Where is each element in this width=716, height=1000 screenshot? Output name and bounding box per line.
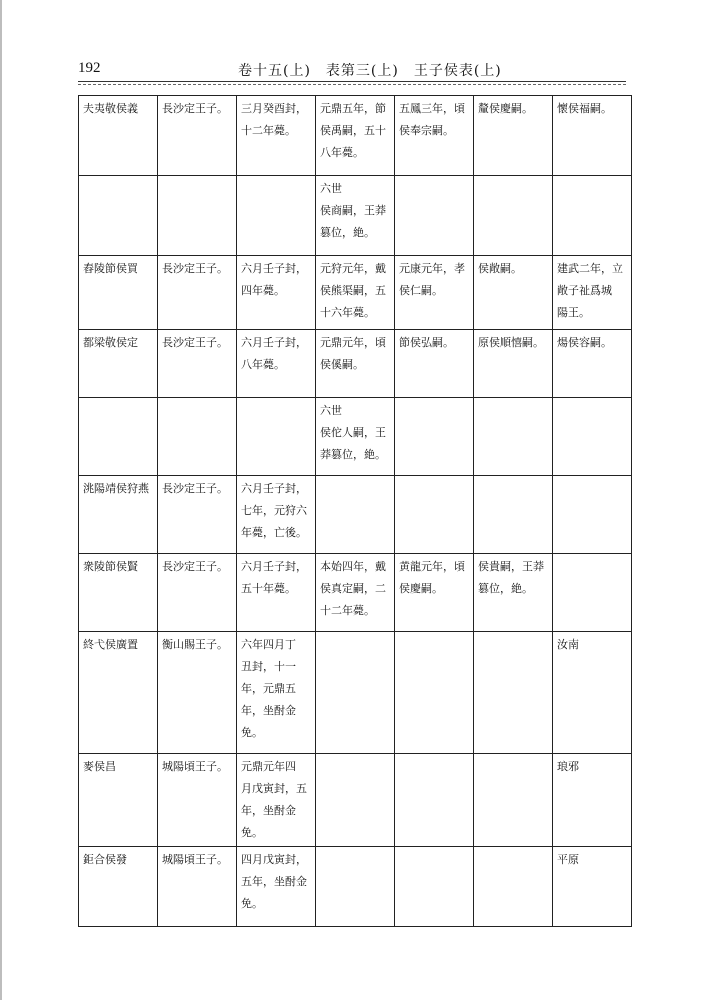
table-cell xyxy=(316,754,395,847)
table-cell: 終弋侯廣置 xyxy=(79,632,158,754)
table-cell xyxy=(553,398,632,476)
table-cell xyxy=(395,398,474,476)
genealogy-table xyxy=(78,95,632,927)
table-cell: 舂陵節侯買 xyxy=(79,256,158,330)
table-cell: 四月戊寅封， 五年，坐酎金 免。 xyxy=(237,847,316,927)
table-cell: 長沙定王子。 xyxy=(158,554,237,632)
table-cell xyxy=(474,754,553,847)
table-cell: 鉅合侯發 xyxy=(79,847,158,927)
table-cell: 長沙定王子。 xyxy=(158,256,237,330)
table-cell: 煬侯容嗣。 xyxy=(553,330,632,398)
table-row xyxy=(79,330,632,398)
table-row xyxy=(79,176,632,256)
table-cell: 洮陽靖侯狩燕 xyxy=(79,476,158,554)
table-cell: 琅邪 xyxy=(553,754,632,847)
table-cell: 衡山賜王子。 xyxy=(158,632,237,754)
table-row xyxy=(79,754,632,847)
table-cell: 元康元年，孝 侯仁嗣。 xyxy=(395,256,474,330)
table-cell: 元鼎元年四 月戊寅封，五 年，坐酎金 免。 xyxy=(237,754,316,847)
table-cell: 長沙定王子。 xyxy=(158,476,237,554)
page-number: 192 xyxy=(78,60,101,76)
table-cell xyxy=(553,476,632,554)
table-cell: 麥侯昌 xyxy=(79,754,158,847)
table-cell: 都梁敬侯定 xyxy=(79,330,158,398)
table-row xyxy=(79,554,632,632)
table-cell xyxy=(395,176,474,256)
table-cell: 侯貴嗣，王莽 篡位，絶。 xyxy=(474,554,553,632)
header-dashed-rule xyxy=(78,84,626,85)
table-cell xyxy=(79,398,158,476)
table-row xyxy=(79,476,632,554)
header-rule xyxy=(78,81,626,82)
table-cell: 元狩元年，戴 侯熊渠嗣，五 十六年薨。 xyxy=(316,256,395,330)
table-cell: 長沙定王子。 xyxy=(158,96,237,176)
page-header xyxy=(78,58,626,82)
table-cell xyxy=(158,176,237,256)
table-cell xyxy=(474,632,553,754)
table-cell: 原侯順憘嗣。 xyxy=(474,330,553,398)
page-edge-bar xyxy=(0,0,2,1000)
table-cell: 六月壬子封， 四年薨。 xyxy=(237,256,316,330)
table-cell xyxy=(237,398,316,476)
table-cell xyxy=(316,632,395,754)
table-cell: 城陽頃王子。 xyxy=(158,847,237,927)
table-row xyxy=(79,398,632,476)
table-cell xyxy=(474,176,553,256)
table-cell: 六世 侯商嗣，王莽 篡位，絶。 xyxy=(316,176,395,256)
table-cell: 侯敞嗣。 xyxy=(474,256,553,330)
table-cell xyxy=(553,554,632,632)
table-cell xyxy=(395,632,474,754)
table-cell: 五鳳三年，頃 侯奉宗嗣。 xyxy=(395,96,474,176)
table-cell xyxy=(79,176,158,256)
table-row xyxy=(79,256,632,330)
table-cell xyxy=(237,176,316,256)
table-cell: 六月壬子封， 七年，元狩六 年薨，亡後。 xyxy=(237,476,316,554)
table-cell: 釐侯慶嗣。 xyxy=(474,96,553,176)
table-cell xyxy=(553,176,632,256)
table-cell: 本始四年，戴 侯真定嗣，二 十二年薨。 xyxy=(316,554,395,632)
table-cell: 汝南 xyxy=(553,632,632,754)
running-title: 卷十五(上) 表第三(上) 王子侯表(上) xyxy=(238,63,502,79)
table-cell: 節侯弘嗣。 xyxy=(395,330,474,398)
table-cell xyxy=(395,476,474,554)
table-cell xyxy=(474,398,553,476)
table-cell: 長沙定王子。 xyxy=(158,330,237,398)
table-row xyxy=(79,847,632,927)
table-cell: 平原 xyxy=(553,847,632,927)
table-cell xyxy=(158,398,237,476)
table-cell: 六世 侯佗人嗣，王 莽篡位，絶。 xyxy=(316,398,395,476)
table-cell: 建武二年，立 敞子祉爲城 陽王。 xyxy=(553,256,632,330)
table-cell: 元鼎元年，頃 侯傒嗣。 xyxy=(316,330,395,398)
table-cell: 六月壬子封， 五十年薨。 xyxy=(237,554,316,632)
table-cell xyxy=(395,847,474,927)
table-cell: 黄龍元年，頃 侯慶嗣。 xyxy=(395,554,474,632)
table-cell xyxy=(316,476,395,554)
table-cell: 元鼎五年，節 侯禹嗣，五十 八年薨。 xyxy=(316,96,395,176)
table-row xyxy=(79,632,632,754)
table-cell: 六月壬子封， 八年薨。 xyxy=(237,330,316,398)
table-cell xyxy=(316,847,395,927)
table-cell: 三月癸酉封， 十二年薨。 xyxy=(237,96,316,176)
table-row xyxy=(79,96,632,176)
table-cell: 六年四月丁 丑封，十一 年，元鼎五 年，坐酎金 免。 xyxy=(237,632,316,754)
table-cell: 城陽頃王子。 xyxy=(158,754,237,847)
table-cell: 懷侯福嗣。 xyxy=(553,96,632,176)
table-cell xyxy=(395,754,474,847)
table-cell: 夫夷敬侯義 xyxy=(79,96,158,176)
table-cell xyxy=(474,847,553,927)
table-cell: 衆陵節侯賢 xyxy=(79,554,158,632)
table-cell xyxy=(474,476,553,554)
